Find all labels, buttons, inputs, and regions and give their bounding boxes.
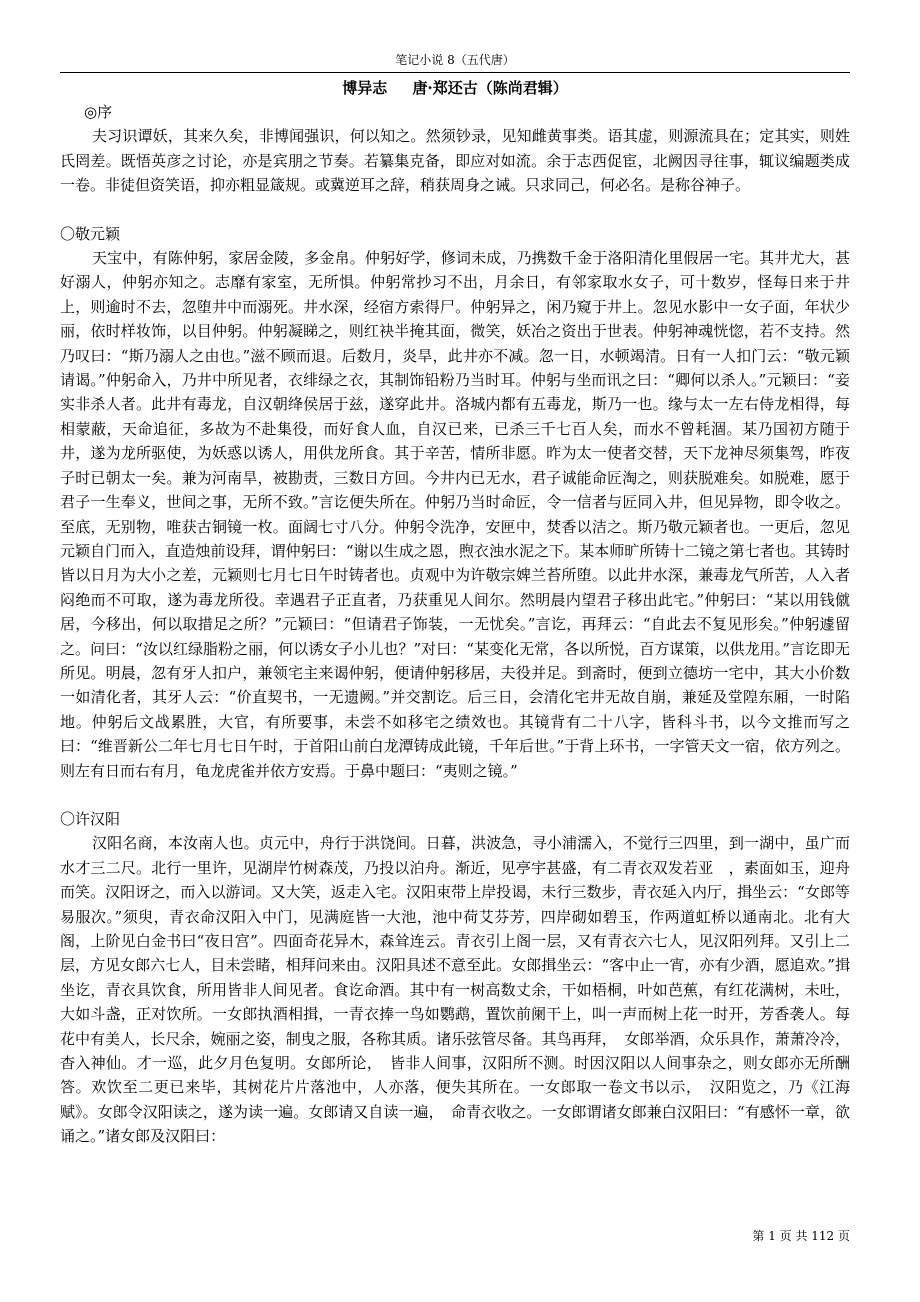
running-header: 笔记小说 8（五代唐） [395,53,515,67]
document-page [60,0,850,1302]
section-heading: 〇敬元颖 [60,224,121,243]
page-number: 第 1 页 共 112 页 [752,1229,850,1243]
section-paragraph: 汉阳名商，本汝南人也。贞元中，舟行于洪饶间。日暮，洪波急，寻小浦濡入，不觉行三四里，到一湖中，虽广而水才三二尺。北行一里许，见湖岸竹树森茂，乃投以泊舟。渐近，见亭宇甚盛，有二青衣双发若亚 ，素面如玉，迎舟而笑。汉阳讶之，而入以游词。又大笑，返走入宅。汉阳束带上岸投谒，未行三数步，青衣延入内厅，揖坐云：“女郎等易服次。”须臾，青衣命汉阳入中门，见满庭皆一大池，池中荷艾芬芳，四岸砌如碧玉，作两道虹桥以通南北。北有大阁，上阶见白金书曰“夜日宫”。四面奇花异木，森耸连云。青衣引上阁一层，又有青衣六七人，见汉阳列拜。又引上二层，方见女郎六七人，目未尝睹，相拜问来由。汉阳具述不意至此。女郎揖坐云：“客中止一宵，亦有少酒，愿追欢。”揖坐讫，青衣具饮食，所用皆非人间见者。食讫命酒。其中有一树高数丈余，干如梧桐，叶如芭蕉，有红花满树，未吐，大如斗盏，正对饮所。一女郎执酒相揖，一青衣捧一鸟如鹦鹉，置饮前阑干上，叫一声而树上花一时开，芳香袭人。每花中有美人，长尺余，婉丽之姿，制曳之服，各称其质。诸乐弦管尽备。其鸟再拜， 女郎举酒，众乐具作，萧萧冷冷，杳入神仙。才一巡，此夕月色复明。女郎所论， 皆非人间事，汉阳所不测。时因汉阳以人间事杂之，则女郎亦无所酬答。欢饮至二更已来毕，其树花片片落池中，人亦落，便失其所在。一女郎取一卷文书以示， 汉阳览之，乃《江海赋》。女郎令汉阳读之，遂为读一遍。女郎请又自读一遍， 命青衣收之。一女郎谓诸女郎兼白汉阳曰：“有感怀一章，欲诵之。”诸女郎及汉阳曰： [60,834,850,1146]
preface-paragraph: 夫习识谭妖，其来久矣，非博闻强识，何以知之。然须钞录，见知雌黄事类。语其虚，则源流具在；定其实，则姓氏罔差。既悟英彦之讨论，亦是宾朋之节奏。若纂集克备，即应对如流。余于志西促宦，北阙因寻往事，辄议编题类成一卷。非徒但资笑语，抑亦粗显箴规。或冀逆耳之辞，稍获周身之诫。只求同己，何必名。是称谷神子。 [60,127,850,195]
book-title: 博异志 [342,79,388,97]
section-paragraph: 天宝中，有陈仲躬，家居金陵，多金帛。仲躬好学，修词未成，乃携数千金于洛阳清化里假居一宅。其井尤大，甚好溺人，仲躬亦知之。志靡有家室，无所惧。仲躬常抄习不出，月余日，有邻家取水女子，可十数岁，怪每日来于井上，则逾时不去，忽堕井中而溺死。井水深，经宿方索得尸。仲躬异之，闲乃窥于井上。忽见水影中一女子面，年状少丽，依时样妆饰，以目仲躬。仲躬凝睇之，则红袂半掩其面，微笑，妖冶之资出于世表。仲躬神魂恍惚，若不支持。然乃叹曰：“斯乃溺人之由也。”滋不顾而退。后数月，炎旱，此井亦不减。忽一日，水顿竭清。日有一人扣门云：“敬元颖请谒。”仲躬命入，乃井中所见者，衣绯绿之衣，其制饰铅粉乃当时耳。仲躬与坐而讯之曰：“卿何以杀人。”元颖曰：“妾实非杀人者。此井有毒龙，自汉朝绛侯居于兹，遂穿此井。洛城内都有五毒龙，斯乃一也。缘与太一左右侍龙相得，每相蒙蔽，天命追征，多故为不赴集役，而好食人血，自汉已来，已杀三千七百人矣，而水不曾耗涸。某乃国初方随于井，遂为龙所驱使，为妖惑以诱人，用供龙所食。其于辛苦，情所非愿。昨为太一使者交替，天下龙神尽须集驾，昨夜子时已朝太一矣。兼为河南旱，被勘责，三数日方回。今井内已无水，君子诚能命匠淘之，则获脱难矣。如脱难，愿于君子一生奉义，世间之事，无所不致。”言讫便失所在。仲躬乃当时命匠，令一信者与匠同入井，但见异物，即令收之。至底，无别物，唯获古铜镜一枚。面阔七寸八分。仲躬令洗净，安匣中，焚香以洁之。斯乃敬元颖者也。一更后，忽见元颖自门而入，直造烛前设拜，谓仲躬曰：“谢以生成之恩，煦衣浊水泥之下。某本师旷所铸十二镜之第七者也。其铸时皆以日月为大小之差，元颖则七月七日午时铸者也。贞观中为许敬宗婢兰苔所堕。以此井水深，兼毒龙气所苦，人入者闷绝而不可取，遂为毒龙所役。幸遇君子正直者，乃获重见人间尔。然明晨内望君子移出此宅。”仲躬曰：“某以用钱僦居，今移出，何以取措足之所？”元颖曰：“但请君子饰装，一无忧矣。”言讫，再拜云：“自此去不复见形矣。”仲躬遽留之。问曰：“汝以红绿脂粉之丽，何以诱女子小儿也？”对曰：“某变化无常，各以所悦，百方谋策，以供龙用。”言讫即无所见。明晨，忽有牙人扣户，兼领宅主来谒仲躬，便请仲躬移居，夫役并足。到斋时，便到立德坊一宅中，其大小价数一如清化者，其牙人云：“价直契书，一无遗阙。”并交割讫。后三日，会清化宅井无故自崩，兼延及堂隍东厢，一时陷地。仲躬后文战累胜，大官，有所要事，未尝不如移宅之绩效也。其镜背有二十八字，皆科斗书，以今文推而写之曰：“维晋新公二年七月七日午时，于首阳山前白龙潭铸成此镜，千年后世。”于背上环书，一字管天文一宿，依方列之。则左有日而右有月，龟龙虎雀并依方安焉。于鼻中题曰：“夷则之镜。” [60,249,850,780]
author-line: 唐·郑还古（陈尚君辑） [412,79,568,97]
section-gap [60,198,850,222]
preface-heading: ◎序 [84,103,113,121]
section-heading: 〇许汉阳 [60,809,121,828]
document-body [60,100,850,1149]
book-title-line [60,78,850,98]
header-rule [60,72,850,73]
section-gap [60,783,850,807]
